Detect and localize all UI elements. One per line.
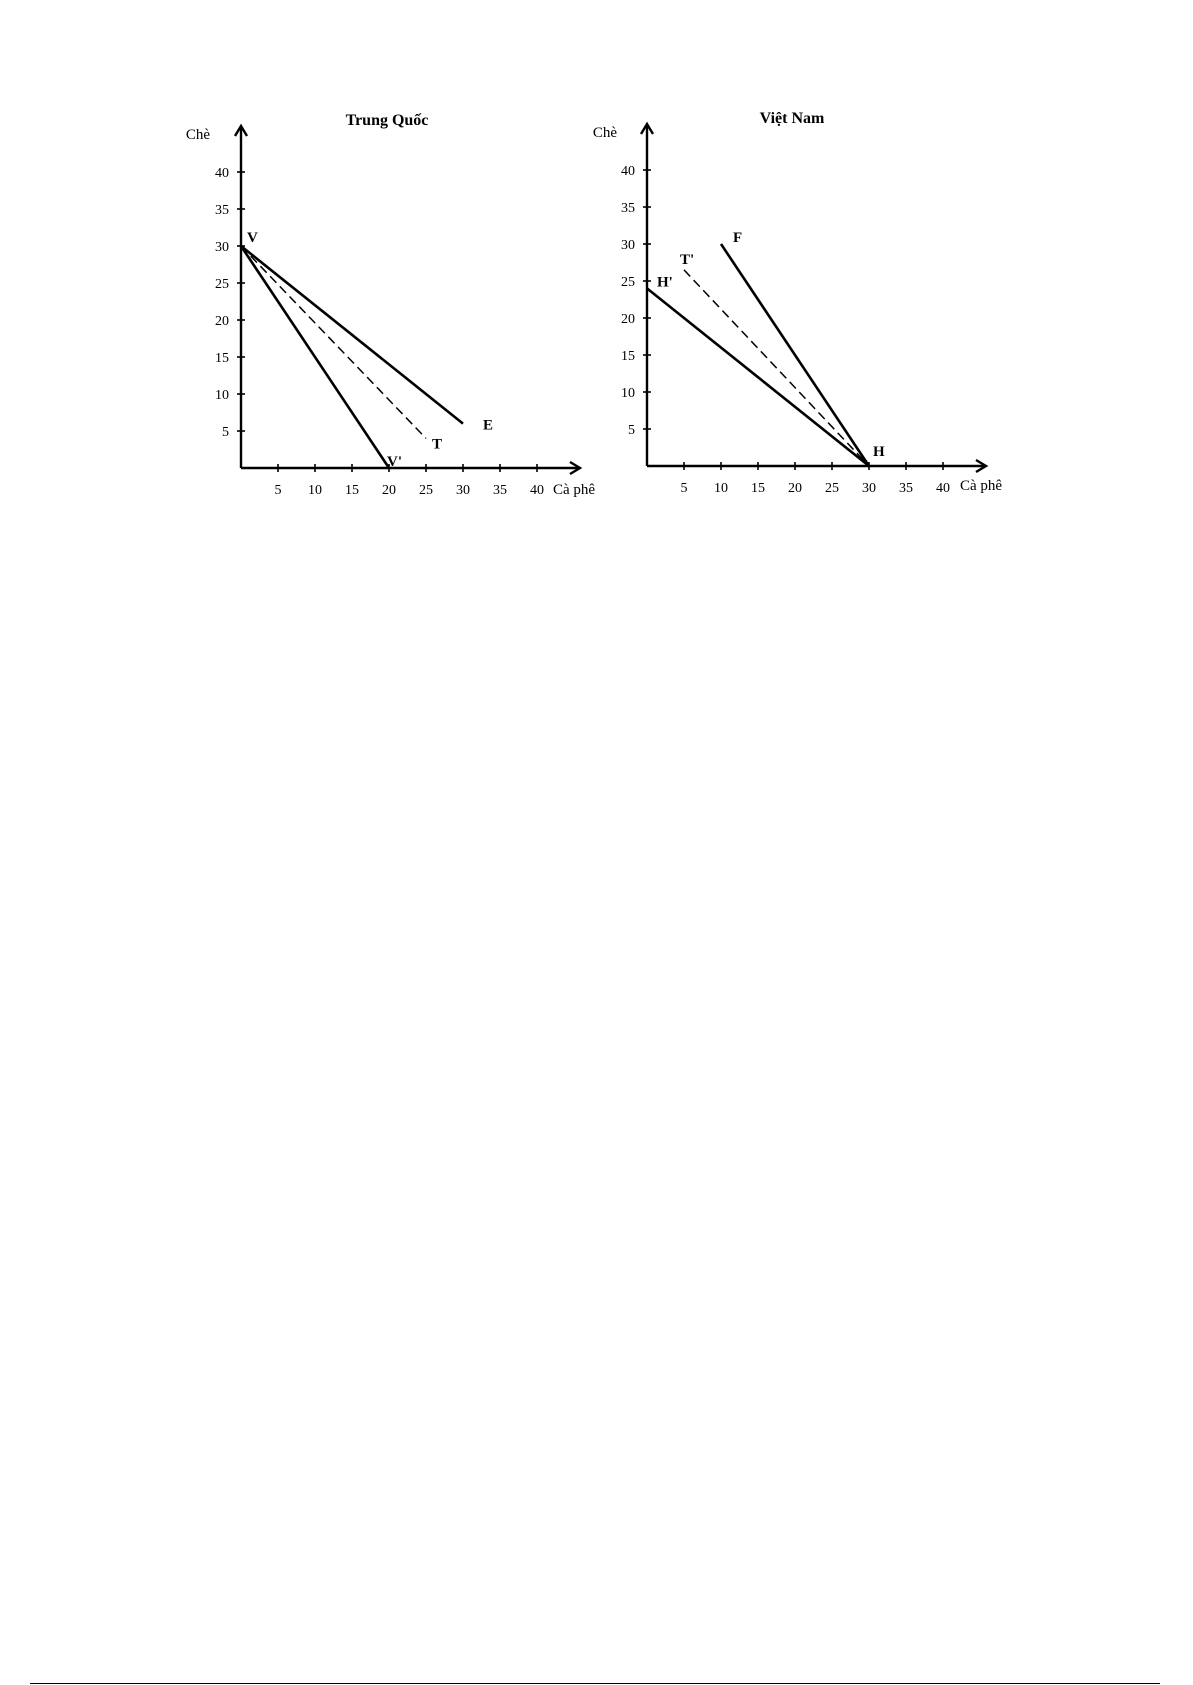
y-tick-label: 30 xyxy=(215,240,229,255)
x-axis-label: Cà phê xyxy=(960,478,1003,494)
point-label: H xyxy=(873,444,885,460)
y-axis-label: Chè xyxy=(185,127,211,143)
point-label: E xyxy=(483,417,494,434)
chart-title: Trung Quốc xyxy=(345,112,429,129)
series-line-1 xyxy=(241,246,463,424)
y-tick-label: 35 xyxy=(215,203,229,218)
y-tick-label: 5 xyxy=(222,425,229,440)
point-label: H' xyxy=(657,274,673,291)
series-line-2 xyxy=(684,270,869,466)
y-tick-label: 5 xyxy=(628,423,635,438)
y-tick-label: 35 xyxy=(621,201,635,216)
x-tick-label: 10 xyxy=(714,481,728,496)
y-tick-label: 15 xyxy=(621,349,635,364)
x-tick-label: 15 xyxy=(345,483,359,498)
x-tick-label: 25 xyxy=(825,481,839,496)
y-tick-label: 40 xyxy=(215,166,229,181)
x-tick-label: 20 xyxy=(788,481,802,496)
x-tick-label: 10 xyxy=(308,483,322,498)
y-tick-label: 40 xyxy=(621,164,635,179)
point-label: T' xyxy=(680,251,695,268)
chart-viet-nam xyxy=(593,110,1002,496)
series-line-3 xyxy=(241,246,389,468)
series-line-3 xyxy=(647,288,869,466)
y-tick-label: 10 xyxy=(215,388,229,403)
y-tick-label: 10 xyxy=(621,386,635,401)
y-tick-label: 20 xyxy=(215,314,229,329)
series-line-2 xyxy=(241,246,426,438)
x-tick-label: 35 xyxy=(899,481,913,496)
chart-trung-quoc xyxy=(186,112,595,498)
point-label: T xyxy=(432,436,443,453)
y-tick-label: 15 xyxy=(215,351,229,366)
series-line-1 xyxy=(721,244,869,466)
x-tick-label: 25 xyxy=(419,483,433,498)
x-tick-label: 40 xyxy=(936,481,950,496)
y-axis-label: Chè xyxy=(592,125,618,141)
x-axis-label: Cà phê xyxy=(553,482,596,498)
x-tick-label: 40 xyxy=(530,483,544,498)
y-tick-label: 25 xyxy=(621,275,635,290)
x-tick-label: 15 xyxy=(751,481,765,496)
chart-title: Việt Nam xyxy=(759,110,825,127)
y-tick-label: 30 xyxy=(621,238,635,253)
x-tick-label: 30 xyxy=(456,483,470,498)
point-label: V xyxy=(247,230,258,246)
x-tick-label: 5 xyxy=(680,481,688,496)
page-bottom-rule xyxy=(30,1683,1160,1684)
x-tick-label: 35 xyxy=(493,483,507,498)
point-label: F xyxy=(733,230,743,246)
x-tick-label: 20 xyxy=(382,483,396,498)
point-label: V' xyxy=(387,454,402,470)
x-tick-label: 5 xyxy=(274,483,282,498)
y-tick-label: 20 xyxy=(621,312,635,327)
x-tick-label: 30 xyxy=(862,481,876,496)
y-tick-label: 25 xyxy=(215,277,229,292)
